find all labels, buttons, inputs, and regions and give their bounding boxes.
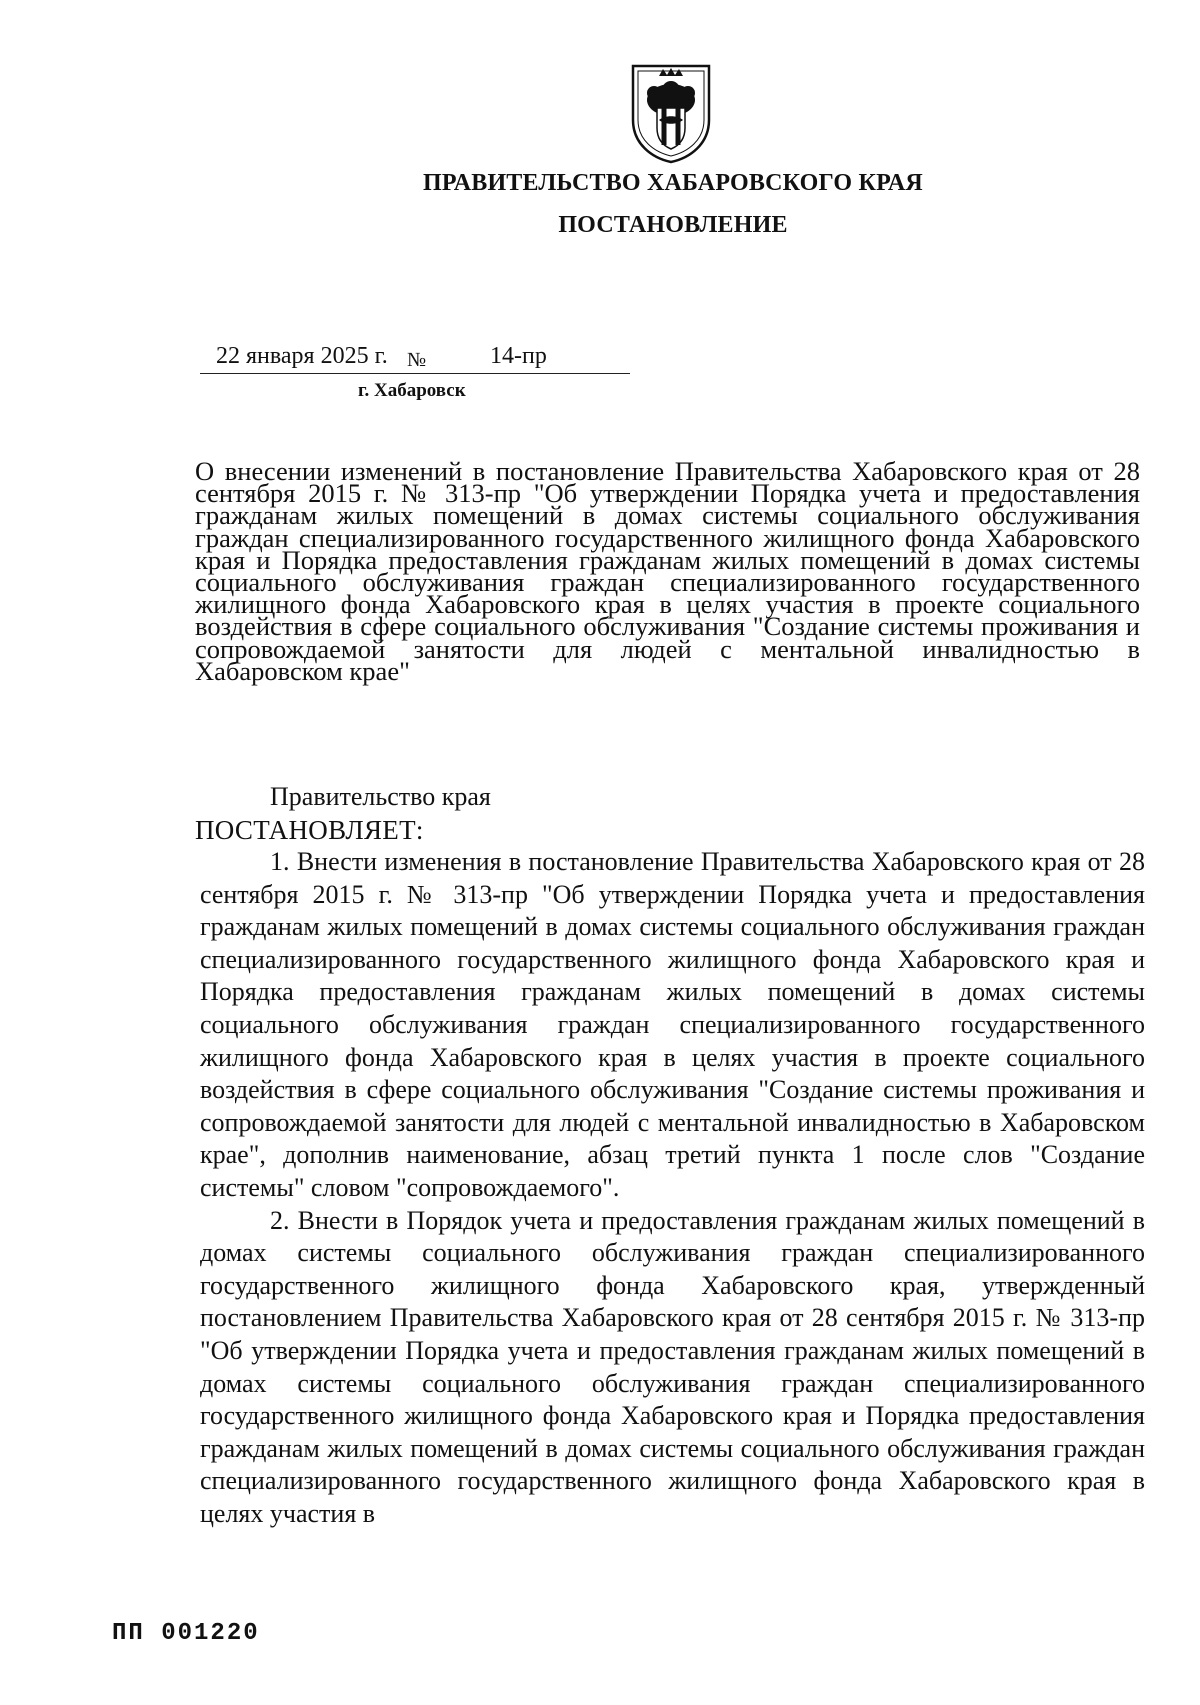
document-subject: О внесении изменений в постановление Правительства Хабаровского края от 28 сентября 2015 г. № 313-пр "Об утверждении Порядка учета и предоставления гражданам жилых помещений в домах системы социального обслуживания граждан специализированного государственного жилищного фонда Хабаровского края и Порядка предоставления гражданам жилых помещений в домах системы социального обслуживания граждан специализированного государственного жилищного фонда Хабаровского края в целях участия в проекте социального воздействия в сфере социального обслуживания "Создание системы проживания и сопровождаемой занятости для людей с ментальной инвалидностью в Хабаровском крае" [195,456,1140,686]
decree-word: ПОСТАНОВЛЯЕТ: [195,815,424,845]
coat-of-arms-icon [630,62,712,164]
paragraph-1: 1. Внести изменения в постановление Правительства Хабаровского края от 28 сентября 2015 г. № 313-пр "Об утверждении Порядка учета и предоставления гражданам жилых помещений в домах системы социального обслуживания граждан специализированного государственного жилищного фонда Хабаровского края и Порядка предоставления гражданам жилых помещений в домах системы социального обслуживания граждан специализированного государственного жилищного фонда Хабаровского края в целях участия в проекте социального воздействия в сфере социального обслуживания "Создание системы проживания и сопровождаемой занятости для людей с ментальной инвалидностью в Хабаровском крае", дополнив наименование, абзац третий пункта 1 после слов "Создание системы" словом "сопровождаемого". [200,847,1145,1202]
form-serial-number: ПП 001220 [112,1620,260,1647]
date-number-line [200,341,630,374]
preamble-government: Правительство края [270,782,491,811]
document-date: 22 января 2025 г. [216,343,388,369]
document-body [200,846,1145,1530]
number-sign: № [407,349,427,371]
paragraph-2: 2. Внести в Порядок учета и предоставления гражданам жилых помещений в домах системы социального обслуживания граждан специализированного государственного жилищного фонда Хабаровского края, утвержденный постановлением Правительства Хабаровского края от 28 сентября 2015 г. № 313-пр "Об утверждении Порядка учета и предоставления гражданам жилых помещений в домах системы социального обслуживания граждан специализированного государственного жилищного фонда Хабаровского края и Порядка предоставления гражданам жилых помещений в домах системы социального обслуживания граждан специализированного государственного жилищного фонда Хабаровского края в целях участия в [200,1205,1145,1528]
document-type: ПОСТАНОВЛЕНИЕ [558,212,788,238]
government-name: ПРАВИТЕЛЬСТВО ХАБАРОВСКОГО КРАЯ [423,170,923,196]
document-number: 14-пр [490,343,547,369]
document-city: г. Хабаровск [358,380,466,401]
